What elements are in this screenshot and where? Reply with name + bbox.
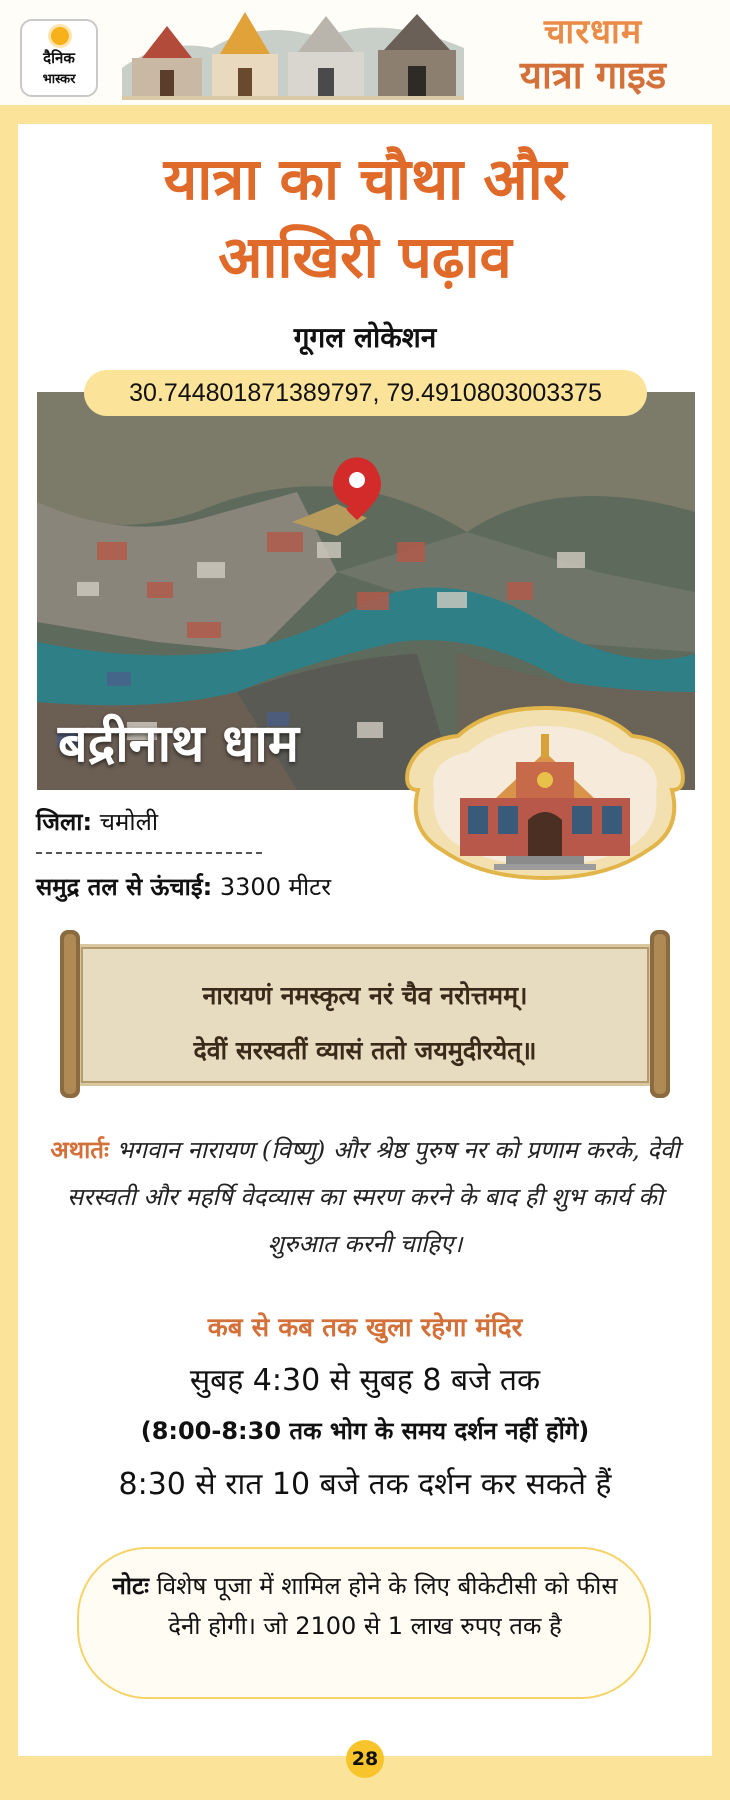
- badrinath-temple-image: [398, 700, 692, 882]
- series-title-line2: यात्रा गाइड: [519, 53, 667, 97]
- altitude-value: 3300 मीटर: [219, 873, 332, 901]
- temple-gangotri-icon: [212, 12, 278, 98]
- page-number: 28: [346, 1740, 384, 1778]
- shloka-meaning: [40, 1127, 690, 1268]
- sun-icon: [51, 27, 69, 45]
- darshan-timing: 8:30 से रात 10 बजे तक दर्शन कर सकते हैं: [118, 1467, 612, 1502]
- logo-text-line2: भास्कर: [42, 72, 76, 87]
- parchment-scroll: [56, 930, 674, 1098]
- timings-title: कब से कब तक खुला रहेगा मंदिर: [207, 1313, 523, 1343]
- dham-name-label: बद्रीनाथ धाम: [58, 714, 299, 774]
- dashed-divider: [36, 852, 262, 854]
- temple-kedarnath-icon: [288, 16, 364, 98]
- coordinates-pill: 30.744801871389797, 79.4910803003375: [84, 370, 647, 416]
- page-header: [0, 0, 730, 105]
- logo-text-line1: दैनिक: [43, 49, 75, 67]
- district-value: चमोली: [99, 808, 159, 836]
- note-text: विशेष पूजा में शामिल होने के लिए बीकेटीसी को फीस देनी होगी। जो 2100 से 1 लाख रुपए तक है: [156, 1572, 618, 1640]
- altitude-label: समुद्र तल से ऊंचाई:: [36, 873, 213, 901]
- morning-timing: सुबह 4:30 से सुबह 8 बजे तक: [189, 1363, 541, 1398]
- google-location-label: गूगल लोकेशन: [293, 321, 437, 354]
- series-title-line1: चारधाम: [543, 12, 643, 52]
- district-label: जिला:: [36, 808, 93, 836]
- note-text-block: [110, 1566, 620, 1646]
- title-line1: यात्रा का चौथा और: [163, 145, 567, 213]
- altitude-info: [36, 870, 331, 903]
- char-dham-temples-illustration: [122, 8, 464, 100]
- meaning-text: भगवान नारायण (विष्णु) और श्रेष्ठ पुरुष नर को प्रणाम करके, देवी सरस्वती और महर्षि वेदव्यास का स्मरण करने के बाद ही शुभ कार्य की शुरुआत करनी चाहिए।: [67, 1136, 680, 1258]
- page-title: [18, 140, 712, 296]
- note-label: नोटः: [112, 1572, 149, 1600]
- bhog-note: (8:00-8:30 तक भोग के समय दर्शन नहीं होंगे): [140, 1417, 590, 1445]
- title-line2: आखिरी पढ़ाव: [218, 223, 512, 291]
- meaning-label: अथार्तः: [50, 1136, 109, 1164]
- temple-yamunotri-icon: [132, 26, 202, 98]
- temple-badrinath-icon: [378, 14, 456, 98]
- dainik-bhaskar-logo: [20, 19, 98, 97]
- shloka-line2: देवीं सरस्वतीं व्यासं ततो जयमुदीरयेत्॥: [193, 1036, 537, 1065]
- district-info: [36, 805, 158, 838]
- shloka-line1: नारायणं नमस्कृत्य नरं चैव नरोत्तमम्।: [202, 981, 528, 1010]
